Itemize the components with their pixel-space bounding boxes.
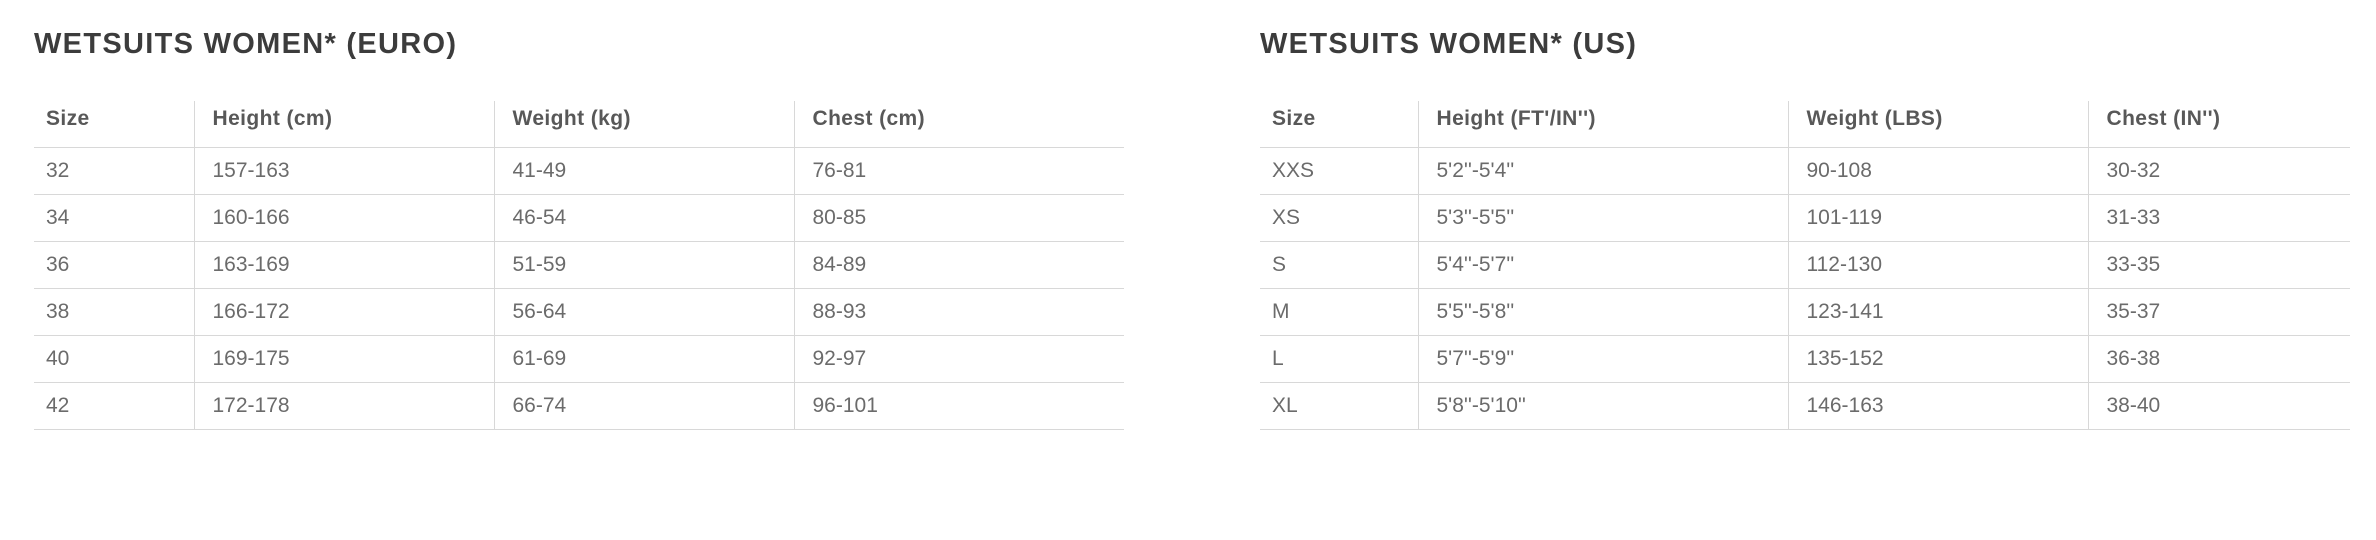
cell-chest: 31-33 <box>2088 195 2350 242</box>
cell-weight: 41-49 <box>494 148 794 195</box>
cell-height: 169-175 <box>194 336 494 383</box>
cell-size: XL <box>1260 383 1418 430</box>
page-title-euro: WETSUITS WOMEN* (EURO) <box>34 28 458 60</box>
cell-size: M <box>1260 289 1418 336</box>
table-row <box>1260 289 2350 336</box>
cell-weight: 46-54 <box>494 195 794 242</box>
cell-chest: 84-89 <box>794 242 1124 289</box>
cell-weight: 51-59 <box>494 242 794 289</box>
cell-weight: 112-130 <box>1788 242 2088 289</box>
cell-size: S <box>1260 242 1418 289</box>
cell-chest: 76-81 <box>794 148 1124 195</box>
cell-size: 38 <box>34 289 194 336</box>
cell-size: 36 <box>34 242 194 289</box>
cell-weight: 135-152 <box>1788 336 2088 383</box>
cell-size: 40 <box>34 336 194 383</box>
column-header-size: Size <box>34 101 194 148</box>
cell-height: 166-172 <box>194 289 494 336</box>
cell-weight: 146-163 <box>1788 383 2088 430</box>
size-table-us <box>1260 101 2350 430</box>
table-header-row <box>34 101 1124 148</box>
cell-chest: 92-97 <box>794 336 1124 383</box>
cell-chest: 30-32 <box>2088 148 2350 195</box>
size-table-block-us <box>1240 28 2376 430</box>
cell-height: 163-169 <box>194 242 494 289</box>
table-row <box>1260 148 2350 195</box>
column-header-chest: Chest (IN'') <box>2088 101 2350 148</box>
cell-height: 5'2''-5'4'' <box>1418 148 1788 195</box>
table-row <box>1260 383 2350 430</box>
cell-height: 5'3''-5'5'' <box>1418 195 1788 242</box>
cell-chest: 80-85 <box>794 195 1124 242</box>
cell-weight: 61-69 <box>494 336 794 383</box>
cell-weight: 123-141 <box>1788 289 2088 336</box>
cell-size: 32 <box>34 148 194 195</box>
cell-height: 5'8''-5'10'' <box>1418 383 1788 430</box>
column-header-chest: Chest (cm) <box>794 101 1124 148</box>
cell-weight: 101-119 <box>1788 195 2088 242</box>
column-header-size: Size <box>1260 101 1418 148</box>
cell-height: 160-166 <box>194 195 494 242</box>
size-table-block-euro <box>0 28 1240 430</box>
cell-height: 5'7''-5'9'' <box>1418 336 1788 383</box>
cell-size: 34 <box>34 195 194 242</box>
cell-size: 42 <box>34 383 194 430</box>
cell-chest: 38-40 <box>2088 383 2350 430</box>
column-header-weight: Weight (kg) <box>494 101 794 148</box>
table-row <box>34 336 1124 383</box>
cell-chest: 96-101 <box>794 383 1124 430</box>
cell-size: XXS <box>1260 148 1418 195</box>
column-header-weight: Weight (LBS) <box>1788 101 2088 148</box>
cell-chest: 33-35 <box>2088 242 2350 289</box>
table-header-row <box>1260 101 2350 148</box>
cell-height: 172-178 <box>194 383 494 430</box>
cell-weight: 56-64 <box>494 289 794 336</box>
cell-chest: 36-38 <box>2088 336 2350 383</box>
cell-size: XS <box>1260 195 1418 242</box>
table-row <box>34 289 1124 336</box>
cell-height: 5'4''-5'7'' <box>1418 242 1788 289</box>
cell-chest: 88-93 <box>794 289 1124 336</box>
cell-height: 5'5''-5'8'' <box>1418 289 1788 336</box>
cell-weight: 66-74 <box>494 383 794 430</box>
size-table-euro <box>34 101 1124 430</box>
page-title-us: WETSUITS WOMEN* (US) <box>1260 28 1638 60</box>
table-row <box>34 148 1124 195</box>
table-row <box>1260 336 2350 383</box>
table-row <box>1260 242 2350 289</box>
cell-weight: 90-108 <box>1788 148 2088 195</box>
column-header-height: Height (cm) <box>194 101 494 148</box>
column-header-height: Height (FT'/IN'') <box>1418 101 1788 148</box>
table-row <box>1260 195 2350 242</box>
table-row <box>34 383 1124 430</box>
table-row <box>34 242 1124 289</box>
cell-chest: 35-37 <box>2088 289 2350 336</box>
table-row <box>34 195 1124 242</box>
cell-height: 157-163 <box>194 148 494 195</box>
cell-size: L <box>1260 336 1418 383</box>
